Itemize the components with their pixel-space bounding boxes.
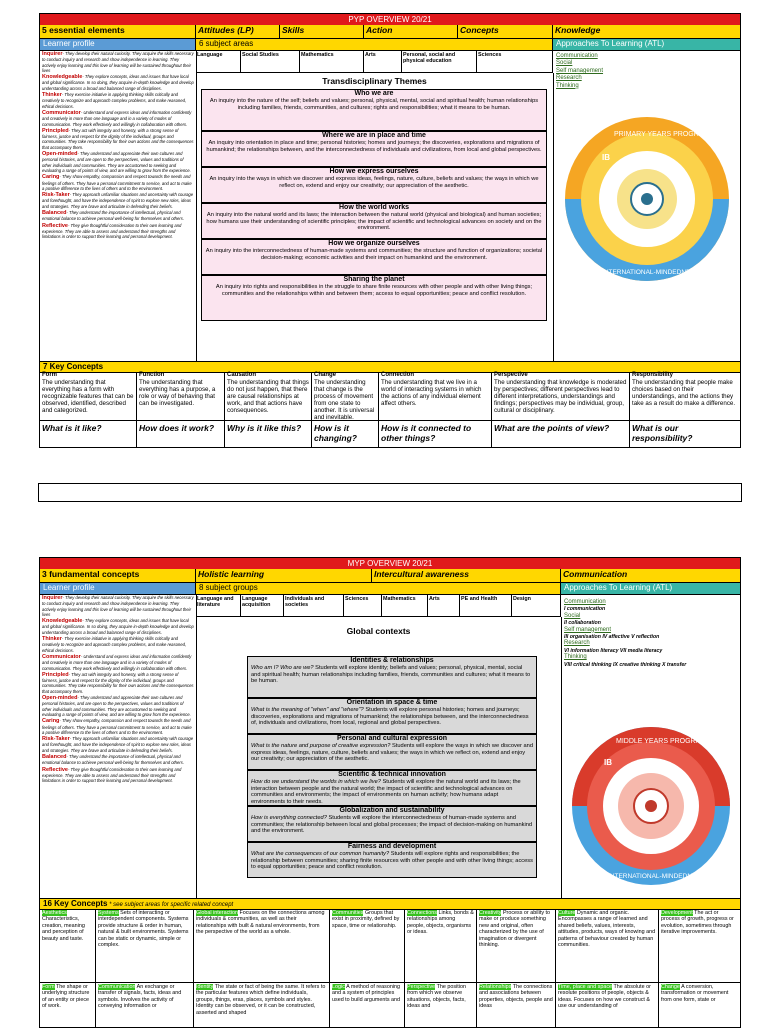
pyp-atl-panel xyxy=(553,51,740,361)
myp-key-concept-cell xyxy=(194,983,330,1028)
pyp-wheel-ring: INTERNATIONAL-MINDEDNESS xyxy=(602,269,700,276)
pyp-page xyxy=(0,0,768,490)
key-concept-cell xyxy=(312,372,379,447)
atl-item-link[interactable]: Self management xyxy=(556,67,604,74)
learner-profile-entry xyxy=(42,128,194,150)
myp-key-concept-text: Sets of interacting or interdependent components. Systems provide structure & order in human, natural & built environments. Systems can be static or dynamic, simple or complex. xyxy=(98,910,189,949)
myp-key-concept-tag: Global interaction xyxy=(196,910,238,916)
theme-body: An inquiry into the ways in which we discover and express ideas, feelings, nature, culture, beliefs and values; the ways in which we reflect on, extend and enjoy our creativity; our appreciation of the aesthetic. xyxy=(209,176,539,189)
myp-key-concept-cell xyxy=(40,909,96,983)
myp-kc-label-title: 16 Key Concepts xyxy=(43,899,108,908)
pyp-wheel-ib: IB xyxy=(602,153,610,162)
myp-kc-note: * see subject areas for specific related concept xyxy=(107,902,234,908)
learner-profile-name: Communicator xyxy=(42,653,81,660)
learner-profile-name: Principled xyxy=(42,127,69,134)
myp-key-concept-text: The connections and associations between properties, objects, people and ideas xyxy=(479,984,553,1010)
learner-profile-desc: - They explore concepts, ideas and issues that have local and global significance. In so doing, they acquire in-depth knowledge and develop understanding across a broad and balanced range of disciplines. xyxy=(42,618,194,635)
myp-subject-lang-acq: Language acquisition xyxy=(241,595,284,617)
pyp-kc-label: 7 Key Concepts xyxy=(43,362,104,371)
theme-title: How we express ourselves xyxy=(329,168,419,175)
myp-key-concept-text: The position from which we observe situations, objects, facts, ideas and xyxy=(407,984,466,1010)
learner-profile-name: Caring xyxy=(42,174,60,181)
key-concept-desc: The understanding that people make choices based on their understandings, and the actions they take as a result do make a difference. xyxy=(632,379,736,408)
learner-profile-name: Open-minded xyxy=(42,695,78,702)
global-context-desc: Students will explore rights and responsibilities; the relationship between communities; sharing finite resources with other people and with other living things; access to equal opportunities; peace and conflict resolution. xyxy=(251,851,533,871)
myp-key-concepts-row-1 xyxy=(40,909,740,983)
key-concept-name: Function xyxy=(139,372,165,378)
pyp-header-action: Action xyxy=(364,25,458,39)
learner-profile-entry xyxy=(42,736,194,753)
atl-item-link[interactable]: Communication xyxy=(556,53,598,59)
pyp-header-attitudes: Attitudes (LP) xyxy=(196,25,280,39)
learner-profile-entry xyxy=(42,223,194,240)
myp-key-concept-text: Groups that exist in proximity, defined by space, time or relationship. xyxy=(332,910,400,929)
learner-profile-desc: - They develop their natural curiosity. They acquire the skills necessary to conduct inquiry and research and show independence in learning. They actively enjoy learning and this love of learning will be sustained throughout their lives xyxy=(42,51,194,73)
myp-key-concept-tag: Creativity xyxy=(479,910,502,916)
myp-atl-list xyxy=(561,595,740,668)
key-concept-cell xyxy=(630,372,740,447)
myp-learner-profile-list xyxy=(40,595,197,898)
learner-profile-entry xyxy=(42,654,194,671)
myp-key-concept-cell xyxy=(40,983,96,1028)
global-context-title: Orientation in space & time xyxy=(346,699,438,706)
pyp-subject-language: Language xyxy=(196,51,241,73)
key-concept-question: How is it connected to other things? xyxy=(379,420,492,445)
myp-subject-individuals: Individuals and societies xyxy=(284,595,344,617)
pyp-themes-panel xyxy=(196,73,554,361)
learner-profile-entry xyxy=(42,92,194,109)
learner-profile-desc: - They act with integrity and honesty, with a strong sense of fairness, justice and respect for the dignity of the individual, groups and communities. They take responsibility for their own actions and the consequences that accompany them. xyxy=(42,127,194,150)
learner-profile-desc: - They approach unfamiliar situations and uncertainty with courage and forethought, and have the independence of spirit to explore new roles, ideas and strategies. They are brave and articulate in defending their beliefs. xyxy=(42,736,194,753)
theme-body: An inquiry into the interconnectedness of human-made systems and communities; the structure and function of organizations; societal decision-making; economic activities and their impact on humankind and the environment. xyxy=(205,248,543,261)
myp-key-concept-cell xyxy=(96,983,194,1028)
myp-key-concept-cell xyxy=(405,909,477,983)
myp-key-concept-cell xyxy=(96,909,194,983)
myp-key-concept-text: Process or ability to make or produce something new and original, often characterized by the use of imagination or divergent thinking. xyxy=(479,910,551,949)
learner-profile-desc: - Understand and express ideas and information confidently and creatively in more than one language and in a variety of modes of communication. They work effectively and willingly in collaboration with others. xyxy=(42,653,192,671)
key-concept-cell xyxy=(137,372,225,447)
myp-banner: MYP OVERVIEW 20/21 xyxy=(40,558,740,569)
pyp-subject-sciences: Sciences xyxy=(477,51,553,73)
atl-item-link[interactable]: Social xyxy=(556,60,573,67)
theme-box xyxy=(201,89,547,131)
learner-profile-entry xyxy=(42,672,194,694)
learner-profile-entry xyxy=(42,695,194,717)
pyp-header-essential: 5 essential elements xyxy=(40,25,196,39)
myp-key-concept-cell xyxy=(330,909,405,983)
global-context-title: Identities & relationships xyxy=(350,657,434,664)
myp-key-concept-text: An exchange or transfer of signals, facts, ideas and symbols. Involves the activity of conveying information or xyxy=(98,984,182,1010)
myp-key-concept-tag: Communities xyxy=(332,910,364,916)
learner-profile-entry xyxy=(42,210,194,222)
myp-key-concept-tag: Aesthetics xyxy=(42,910,67,916)
theme-title: Where we are in place and time xyxy=(322,132,426,139)
learner-profile-name: Caring xyxy=(42,718,60,725)
atl-item-link[interactable]: Research xyxy=(556,75,582,82)
pyp-subject-pspe: Personal, social and physical education xyxy=(402,51,477,73)
key-concept-question: How does it work? xyxy=(137,420,225,435)
theme-box xyxy=(201,203,547,239)
learner-profile-desc: - They approach unfamiliar situations and uncertainty with courage and forethought, and have the independence of spirit to explore new roles, ideas and strategies. They are brave and articulate in defending their beliefs. xyxy=(42,192,194,209)
learner-profile-desc: - They understand and appreciate their own cultures and personal histories, and are open to the perspectives, values and traditions of other individuals and communities. They are accustomed to seeking and evaluating a range of points of view, and are willing to grow from the experience. xyxy=(42,695,191,717)
myp-header-communication: Communication xyxy=(561,569,740,583)
learner-profile-name: Principled xyxy=(42,671,69,678)
atl-item-link[interactable]: Communication xyxy=(564,599,606,605)
global-context-box xyxy=(247,734,537,770)
myp-header-fundamental: 3 fundamental concepts xyxy=(40,569,196,583)
learner-profile-name: Thinker xyxy=(42,636,62,643)
global-context-body xyxy=(248,815,536,835)
key-concept-name: Change xyxy=(314,372,337,378)
myp-subject-mathematics: Mathematics xyxy=(382,595,428,617)
atl-item-sub: VIII critical thinking IX creative thinking X transfer xyxy=(564,661,687,668)
learner-profile-name: Open-minded xyxy=(42,151,78,158)
myp-key-concept-cell xyxy=(556,909,659,983)
theme-body: An inquiry into orientation in place and time; personal histories; homes and journeys; the discoveries, explorations and migrations of humankind; the relationships between, and the interconnectedness of individuals and civilizations, from local and global perspectives. xyxy=(206,140,542,153)
atl-item-sub: VI information literacy VII media literacy xyxy=(564,647,663,654)
key-concept-question: How is it changing? xyxy=(312,420,379,445)
myp-key-concept-cell xyxy=(405,983,477,1028)
myp-gc-title: Global contexts xyxy=(346,626,411,636)
global-context-title: Globalization and sustainability xyxy=(339,807,445,814)
global-context-desc: Students will explore the natural world and its laws; the interaction between people and the natural world; the impact of scientific and technological advances on communities and environments; the impact of environments on human activity; how humans adapt environments to their needs. xyxy=(251,779,521,805)
global-context-question: Who am I? Who are we? xyxy=(251,665,314,671)
pyp-subject-areas-label: 6 subject areas xyxy=(196,39,553,51)
myp-subject-sciences: Sciences xyxy=(344,595,382,617)
myp-key-concept-cell xyxy=(556,983,659,1028)
myp-key-concept-cell xyxy=(477,909,556,983)
pyp-atl-list xyxy=(553,51,740,90)
learner-profile-name: Inquirer xyxy=(42,595,63,601)
learner-profile-name: Reflective xyxy=(42,222,68,229)
learner-profile-name: Knowledgeable xyxy=(42,74,83,81)
pyp-sublabel-row xyxy=(40,39,740,51)
global-context-title: Scientific & technical innovation xyxy=(338,771,446,778)
pyp-themes-list xyxy=(201,89,547,321)
key-concept-name: Connection xyxy=(381,372,414,378)
learner-profile-desc: - They understand and appreciate their own cultures and personal histories, and are open to the perspectives, values and traditions of other individuals and communities. They are accustomed to seeking and evaluating a range of points of view, and are willing to grow from the experience. xyxy=(42,151,191,173)
global-context-question: How do we understand the worlds in which we live? xyxy=(251,779,381,785)
atl-item-link[interactable]: Social xyxy=(564,612,581,619)
myp-key-concept-text: Characteristics, creation, meaning and perception of beauty and taste. xyxy=(42,916,85,942)
atl-item-sub: III organisation IV affective V reflection xyxy=(564,634,660,641)
key-concept-desc: The understanding that everything has a purpose, a role or way of behaving that can be investigated. xyxy=(139,379,216,408)
myp-key-concept-tag: Systems xyxy=(98,910,119,916)
myp-global-contexts-panel xyxy=(196,617,562,898)
myp-key-concept-tag: Identity xyxy=(196,984,214,990)
global-context-body xyxy=(248,707,536,727)
theme-box xyxy=(201,275,547,321)
pyp-sheet xyxy=(39,13,741,448)
pyp-lp-label: Learner profile xyxy=(40,39,196,51)
key-concept-desc: The understanding that we live in a world of interacting systems in which the actions of any individual element affect others. xyxy=(381,379,482,408)
myp-key-concept-tag: Logic xyxy=(332,984,345,990)
myp-key-concept-tag: Culture xyxy=(558,910,576,916)
key-concept-desc: The understanding that change is the process of movement from one state to another. It is universal and inevitable. xyxy=(314,379,375,422)
pyp-banner: PYP OVERVIEW 20/21 xyxy=(40,14,740,25)
learner-profile-name: Reflective xyxy=(42,766,68,773)
learner-profile-desc: - They exercise initiative in applying thinking skills critically and creatively to recognize and approach complex problems, and make reasoned, ethical decisions. xyxy=(42,92,187,109)
myp-key-concept-tag: Connections xyxy=(407,910,437,916)
myp-key-concept-cell xyxy=(330,983,405,1028)
myp-subject-pe-health: PE and Health xyxy=(460,595,512,617)
pyp-wheel-title: PRIMARY YEARS PROGRAMME xyxy=(614,131,720,138)
myp-key-concept-tag: Perspective xyxy=(407,984,436,990)
myp-key-concept-cell xyxy=(659,983,740,1028)
learner-profile-desc: - Understand and express ideas and information confidently and creatively in more than one language and in a variety of modes of communication. They work effectively and willingly in collaboration with others. xyxy=(42,109,192,127)
learner-profile-entry xyxy=(42,618,194,635)
pyp-subjects-row xyxy=(196,51,553,73)
learner-profile-entry xyxy=(42,767,194,784)
global-context-body xyxy=(248,665,536,685)
global-context-body xyxy=(248,779,536,805)
theme-body: An inquiry into the nature of the self; beliefs and values; personal, physical, mental, social and spiritual health; human relationships including families, friends, communities, and cultures; rights and responsibilities; what it means to be human. xyxy=(209,98,539,111)
learner-profile-name: Inquirer xyxy=(42,51,63,57)
learner-profile-desc: - They explore concepts, ideas and issues that have local and global significance. In so doing, they acquire in-depth knowledge and develop understanding across a broad and balanced range of disciplines. xyxy=(42,74,194,91)
myp-header-row xyxy=(40,569,740,584)
theme-title: How we organize ourselves xyxy=(328,240,420,247)
learner-profile-desc: - They exercise initiative in applying thinking skills critically and creatively to recognize and approach complex problems, and make reasoned, ethical decisions. xyxy=(42,636,187,653)
global-context-title: Fairness and development xyxy=(347,843,437,850)
global-context-desc: Students will explore the interconnectedness of human-made systems and communities; the relationship between local and global processes; the impact of decision-making on humankind and the environment. xyxy=(251,815,533,835)
learner-profile-entry xyxy=(42,151,194,173)
learner-profile-desc: - They act with integrity and honesty, with a strong sense of fairness, justice and respect for the dignity of the individual, groups and communities. They take responsibility for their own actions and the consequences that accompany them. xyxy=(42,671,194,694)
global-context-body xyxy=(248,743,536,763)
myp-key-concept-cell xyxy=(194,909,330,983)
global-context-question: How is everything connected? xyxy=(251,815,327,821)
learner-profile-name: Risk-Taker xyxy=(42,736,70,743)
pyp-subject-social-studies: Social Studies xyxy=(241,51,300,73)
myp-key-concept-text: A method of reasoning and a system of principles used to build arguments and xyxy=(332,984,401,1003)
global-context-title: Personal and cultural expression xyxy=(336,735,448,742)
myp-sublabel-row xyxy=(40,583,740,595)
myp-subject-arts: Arts xyxy=(428,595,460,617)
learner-profile-name: Risk-Taker xyxy=(42,192,70,199)
myp-key-concept-text: Focuses on the connections among individuals & communities, as well as their relationships with built & natural environments, from the perspective of the world as a whole. xyxy=(196,910,325,936)
key-concept-desc: The understanding that things do not just happen, that there are causal relationships at work, and that actions have consequences. xyxy=(227,379,309,415)
myp-subject-groups-label: 8 subject groups xyxy=(196,583,561,595)
learner-profile-desc: - They understand the importance of intellectual, physical and emotional balance to achieve personal well-being for themselves and others. xyxy=(42,210,184,222)
learner-profile-name: Balanced xyxy=(42,210,67,217)
learner-profile-name: Thinker xyxy=(42,92,62,99)
myp-sheet xyxy=(39,557,741,1028)
pyp-atl-label: Approaches To Learning (ATL) xyxy=(553,39,740,51)
key-concept-question: What is our responsibility? xyxy=(630,420,740,445)
global-context-box xyxy=(247,656,537,698)
key-concept-cell xyxy=(379,372,492,447)
myp-wheel-ib: IB xyxy=(604,758,612,767)
myp-subjects-row xyxy=(196,595,561,617)
myp-wheel-ring: INTERNATIONAL-MINDEDNESS xyxy=(608,873,706,880)
myp-wheel-title: MIDDLE YEARS PROGRAMME xyxy=(616,738,717,745)
myp-key-concept-text: Links, bonds & relationships among people, objects, organisms or ideas. xyxy=(407,910,474,936)
atl-item-sub: I communication xyxy=(564,606,606,613)
learner-profile-entry xyxy=(42,595,194,617)
myp-key-concept-tag: Form xyxy=(42,984,55,990)
global-context-question: What are the consequences of our common humanity? xyxy=(251,851,390,857)
theme-title: Sharing the planet xyxy=(343,276,405,283)
learner-profile-entry xyxy=(42,192,194,209)
myp-key-concept-text: Dynamic and organic. Encompasses a range of learned and shared beliefs, values, interests, attitudes, products, ways of knowing and patterns of behaviour created by human communities. xyxy=(558,910,656,949)
pyp-header-concepts: Concepts xyxy=(458,25,553,39)
myp-key-concepts-row-2 xyxy=(40,983,740,1028)
learner-profile-desc: - They give thoughtful consideration to their own learning and experience. They are able to assess and understand their strengths and limitations in order to support their learning and personal development. xyxy=(42,766,182,784)
global-context-box xyxy=(247,770,537,806)
key-concept-name: Perspective xyxy=(494,372,528,378)
atl-item-link[interactable]: Thinking xyxy=(556,82,579,89)
myp-key-concept-tag: Change xyxy=(661,984,680,990)
key-concept-name: Responsibility xyxy=(632,372,674,378)
myp-atl-label: Approaches To Learning (ATL) xyxy=(561,583,740,595)
learner-profile-desc: - They show empathy, compassion and respect towards the needs and feelings of others. They have a personal commitment to service, and act to make a positive difference to the lives of others and to the environment. xyxy=(42,174,192,191)
pyp-header-skills: Skills xyxy=(280,25,364,39)
myp-key-concept-tag: Relationships xyxy=(479,984,512,990)
learner-profile-name: Communicator xyxy=(42,109,81,116)
learner-profile-entry xyxy=(42,718,194,735)
pyp-header-knowledge: Knowledge xyxy=(553,25,740,39)
key-concept-desc: The understanding that everything has a form with recognizable features that can be observed, identified, described and categorized. xyxy=(42,379,134,415)
myp-key-concept-tag: Time, place and space xyxy=(558,984,613,990)
global-context-desc: Students will explore personal histories; homes and journeys; discoveries, explorations and migrations of humankind; the relationships between, and the interconnectedness of, individuals and civilizations, from local, regional and global perspectives. xyxy=(251,707,529,727)
key-concept-cell xyxy=(40,372,137,447)
global-context-desc: Students will explore the ways in which we discover and express ideas, feelings, nature, culture, beliefs and values; the ways in which we reflect on, extend and enjoy our creativity; our appreciation of the aesthetic. xyxy=(251,743,534,763)
pyp-empty-box xyxy=(38,483,742,502)
myp-key-concept-cell xyxy=(477,983,556,1028)
key-concept-name: Causation xyxy=(227,372,257,378)
learner-profile-entry xyxy=(42,74,194,91)
myp-key-concept-cell xyxy=(659,909,740,983)
atl-item-link[interactable]: Research xyxy=(564,640,590,647)
myp-key-concept-text: The shape or underlying structure of an entity or piece of work. xyxy=(42,984,90,1010)
key-concept-question: What is it like? xyxy=(40,420,137,435)
pyp-subject-mathematics: Mathematics xyxy=(300,51,364,73)
key-concept-cell xyxy=(225,372,312,447)
key-concept-desc: The understanding that knowledge is moderated by perspectives; different perspectives lead to different interpretations, understandings and findings; perspectives may be individual, group, cultural or disciplinary. xyxy=(494,379,627,415)
myp-subject-design: Design xyxy=(512,595,561,617)
myp-header-intercultural: Intercultural awareness xyxy=(372,569,561,583)
global-context-desc: Students will explore identity; beliefs and values; personal, physical, mental, social and spiritual health; human relationships including families, friends, communities and cultures; what it means to be human. xyxy=(251,665,531,685)
theme-body: An inquiry into the natural world and its laws; the interaction between the natural world (physical and biological) and human societies; how humans use their understanding of scientific principles; the impact of scientific and technological advances on society and on the environment. xyxy=(206,212,542,232)
pyp-learner-profile-list xyxy=(40,51,197,361)
pyp-subject-arts: Arts xyxy=(364,51,402,73)
myp-key-concept-text: The state or fact of being the same. It refers to the particular features which define individuals, groups, things, eras, places, symbols and styles. Identity can be observed, or it can be constructed, asserted and shaped xyxy=(196,984,326,1016)
global-context-box xyxy=(247,698,537,734)
learner-profile-desc: - They understand the importance of intellectual, physical and emotional balance to achieve personal well-being for themselves and others. xyxy=(42,754,184,766)
myp-atl-panel xyxy=(561,595,740,898)
learner-profile-desc: - They give thoughtful consideration to their own learning and experience. They are able to assess and understand their strengths and limitations in order to support their learning and personal development. xyxy=(42,222,182,240)
learner-profile-name: Knowledgeable xyxy=(42,618,83,625)
learner-profile-entry xyxy=(42,754,194,766)
key-concept-name: Form xyxy=(42,372,57,378)
theme-title: How the world works xyxy=(338,204,409,211)
theme-body: An inquiry into rights and responsibilities in the struggle to share finite resources with other people and with other living things; communities and the relationships within and between them; access to equal opportunities; peace and conflict resolution. xyxy=(215,284,533,297)
learner-profile-entry xyxy=(42,51,194,73)
myp-subject-lang-lit: Language and literature xyxy=(196,595,241,617)
key-concept-question: What are the points of view? xyxy=(492,420,630,435)
learner-profile-entry xyxy=(42,110,194,127)
myp-key-concept-tag: Development xyxy=(661,910,693,916)
atl-item-link[interactable]: Thinking xyxy=(564,654,587,661)
pyp-programme-wheel xyxy=(562,114,732,284)
myp-header-holistic: Holistic learning xyxy=(196,569,372,583)
myp-gc-list xyxy=(247,656,537,878)
atl-item-sub: II collaboration xyxy=(564,620,601,627)
learner-profile-desc: - They develop their natural curiosity. They acquire the skills necessary to conduct inquiry and research and show independence in learning. They actively enjoy learning and this love of learning will be sustained throughout their lives xyxy=(42,595,194,617)
key-concept-cell xyxy=(492,372,630,447)
global-context-body xyxy=(248,851,536,871)
key-concept-question: Why is it like this? xyxy=(225,420,312,435)
global-context-box xyxy=(247,842,537,878)
learner-profile-entry xyxy=(42,636,194,653)
myp-programme-wheel xyxy=(570,725,732,887)
theme-box xyxy=(201,239,547,275)
myp-key-concept-text: The act or process of growth, progress or evolution, sometimes through iterative improvements. xyxy=(661,910,734,936)
theme-title: Who we are xyxy=(354,90,394,97)
global-context-box xyxy=(247,806,537,842)
pyp-header-row xyxy=(40,25,740,40)
learner-profile-entry xyxy=(42,174,194,191)
theme-box xyxy=(201,131,547,167)
myp-key-concept-text: A conversion, transformation or movement from one form, state or xyxy=(661,984,729,1003)
atl-item-link[interactable]: Self management xyxy=(564,626,612,633)
global-context-question: What is the nature and purpose of creative expression? xyxy=(251,743,391,749)
pyp-key-concepts-grid xyxy=(40,372,740,447)
theme-box xyxy=(201,167,547,203)
learner-profile-desc: - They show empathy, compassion and respect towards the needs and feelings of others. They have a personal commitment to service, and act to make a positive difference to the lives of others and to the environment. xyxy=(42,718,192,735)
learner-profile-name: Balanced xyxy=(42,754,67,761)
myp-lp-label: Learner profile xyxy=(40,583,196,595)
myp-key-concept-text: The absolute or resolute positions of people, objects & ideas. Focuses on how we construct & use our understanding of xyxy=(558,984,651,1010)
myp-key-concept-tag: Communication xyxy=(98,984,136,990)
myp-page xyxy=(0,557,768,1024)
pyp-themes-title: Transdisciplinary Themes xyxy=(322,76,427,86)
global-context-question: What is the meaning of "when" and "where"? xyxy=(251,707,364,713)
